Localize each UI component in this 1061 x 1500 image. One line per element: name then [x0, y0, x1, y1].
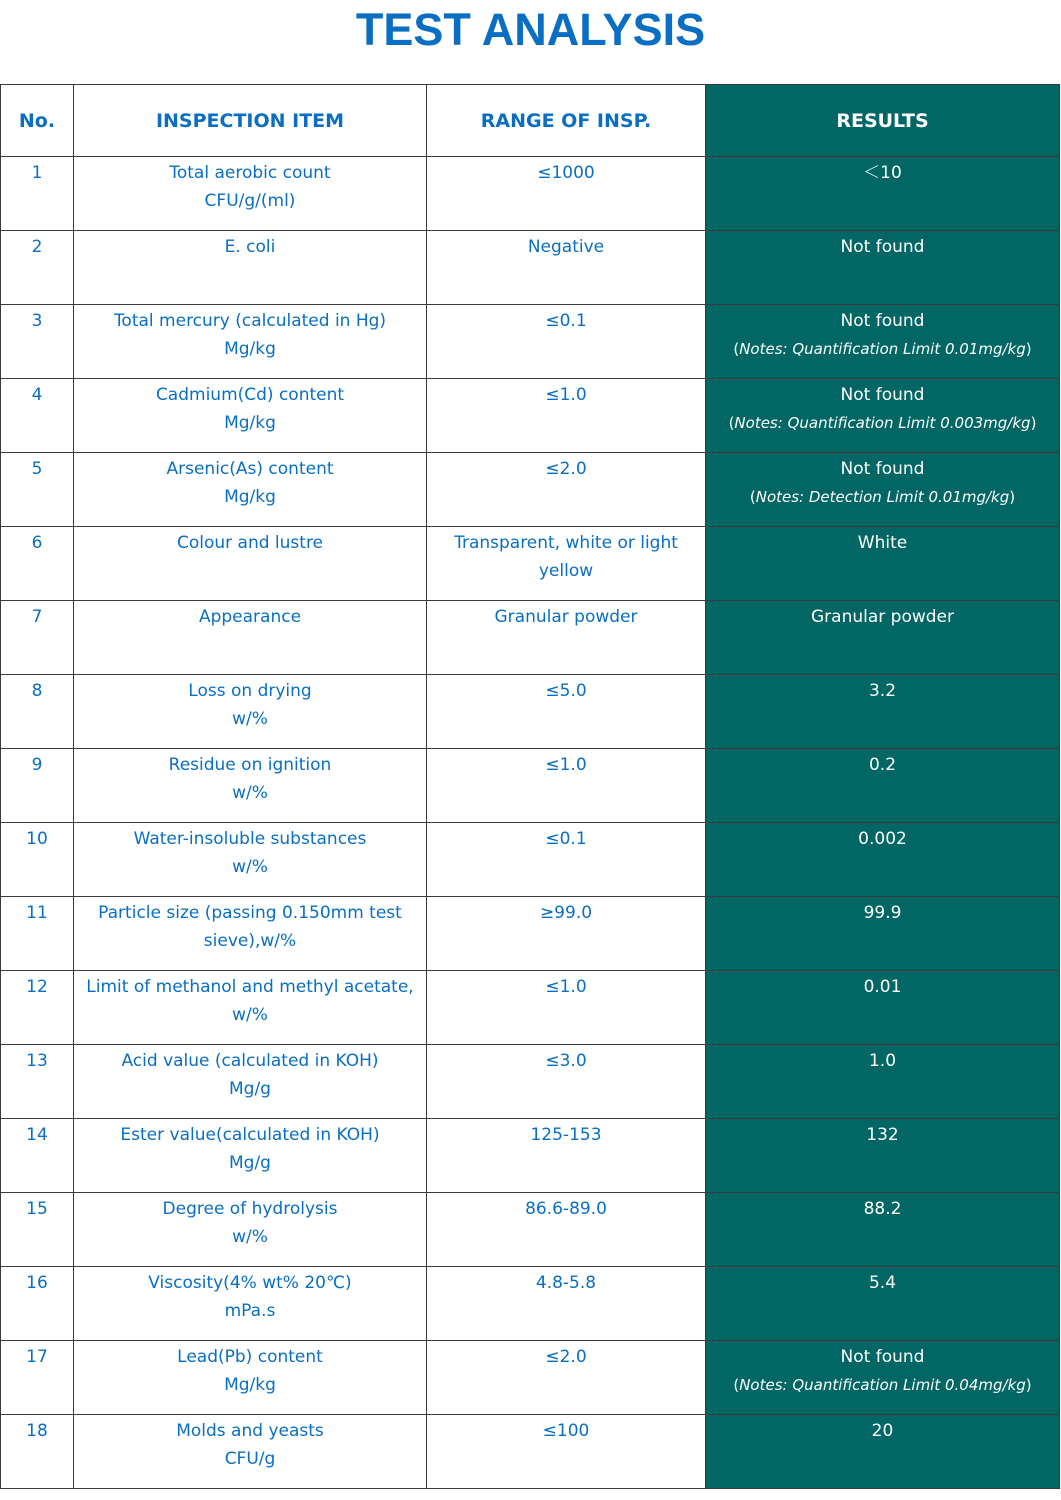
cell-inspection-item: [74, 971, 427, 1045]
note-paren-open: (: [728, 414, 735, 432]
item-unit: CFU/g/(ml): [204, 191, 296, 211]
item-name: Lead(Pb) content: [177, 1347, 323, 1367]
cell-no: [1, 379, 74, 453]
cell-no: [1, 527, 74, 601]
cell-result: [706, 971, 1060, 1045]
cell-no: [1, 231, 74, 305]
item-unit: w/%: [232, 1005, 268, 1025]
table-header-row: [1, 85, 1060, 157]
cell-no: [1, 971, 74, 1045]
cell-result: [706, 231, 1060, 305]
cell-inspection-item: [74, 1415, 427, 1489]
cell-range: [427, 823, 706, 897]
range-value: Transparent, white or light: [454, 533, 678, 553]
cell-range: [427, 379, 706, 453]
result-note: [706, 409, 1059, 437]
item-name: Appearance: [198, 607, 302, 627]
range-value: Granular powder: [494, 607, 638, 627]
row-number: 7: [31, 607, 43, 627]
range-value: ≤3.0: [545, 1051, 587, 1071]
result-value: 3.2: [868, 681, 897, 701]
row-number: 11: [26, 903, 48, 923]
cell-result: [706, 1193, 1060, 1267]
item-unit: w/%: [232, 783, 268, 803]
table-row: [1, 157, 1060, 231]
result-value: 132: [866, 1125, 899, 1145]
result-value: 1.0: [868, 1051, 897, 1071]
row-number: 6: [31, 533, 43, 553]
item-unit: Mg/kg: [224, 339, 276, 359]
item-name: Cadmium(Cd) content: [155, 385, 345, 405]
cell-result: [706, 1341, 1060, 1415]
range-value: Negative: [527, 237, 605, 257]
range-value: ≤1.0: [545, 385, 587, 405]
item-unit: Mg/kg: [224, 1375, 276, 1395]
cell-inspection-item: [74, 1119, 427, 1193]
result-note: [706, 1371, 1059, 1399]
header-no: No.: [1, 85, 74, 157]
header-range: RANGE OF INSP.: [427, 85, 706, 157]
row-number: 2: [31, 237, 43, 257]
cell-inspection-item: [74, 527, 427, 601]
item-name: E. coli: [224, 237, 276, 257]
table-row: [1, 1119, 1060, 1193]
item-name: Acid value (calculated in KOH): [121, 1051, 379, 1071]
cell-range: [427, 971, 706, 1045]
cell-result: [706, 897, 1060, 971]
result-value: Not found: [840, 311, 925, 331]
cell-range: [427, 1045, 706, 1119]
cell-inspection-item: [74, 1267, 427, 1341]
cell-result: [706, 749, 1060, 823]
item-name: Particle size (passing 0.150mm test: [98, 903, 402, 923]
note-paren-close: ): [1030, 414, 1037, 432]
item-unit: sieve),w/%: [203, 931, 297, 951]
table-row: [1, 379, 1060, 453]
cell-range: [427, 1193, 706, 1267]
cell-no: [1, 823, 74, 897]
note-paren-open: (: [733, 1376, 740, 1394]
result-value: 99.9: [863, 903, 902, 923]
table-row: [1, 1045, 1060, 1119]
range-value: ≤2.0: [545, 459, 587, 479]
cell-result: [706, 453, 1060, 527]
row-number: 13: [26, 1051, 48, 1071]
cell-result: [706, 675, 1060, 749]
cell-inspection-item: [74, 157, 427, 231]
item-name: Residue on ignition: [168, 755, 332, 775]
table-row: [1, 527, 1060, 601]
item-name: Colour and lustre: [176, 533, 324, 553]
item-name: Degree of hydrolysis: [162, 1199, 338, 1219]
table-row: [1, 231, 1060, 305]
cell-inspection-item: [74, 601, 427, 675]
result-value: 20: [871, 1421, 894, 1441]
cell-no: [1, 749, 74, 823]
cell-result: [706, 1045, 1060, 1119]
row-number: 5: [31, 459, 43, 479]
cell-range: [427, 157, 706, 231]
page-title: TEST ANALYSIS: [355, 4, 706, 55]
cell-inspection-item: [74, 1045, 427, 1119]
range-value: ≤1.0: [545, 977, 587, 997]
item-name: Water-insoluble substances: [133, 829, 367, 849]
cell-result: [706, 157, 1060, 231]
item-unit: w/%: [232, 857, 268, 877]
table-row: [1, 971, 1060, 1045]
item-unit: Mg/g: [229, 1153, 271, 1173]
item-name: Molds and yeasts: [176, 1421, 324, 1441]
note-paren-close: ): [1009, 488, 1016, 506]
row-number: 4: [31, 385, 43, 405]
row-number: 18: [26, 1421, 48, 1441]
cell-result: [706, 379, 1060, 453]
row-number: 17: [26, 1347, 48, 1367]
cell-range: [427, 453, 706, 527]
row-number: 9: [31, 755, 43, 775]
cell-result: [706, 1267, 1060, 1341]
result-note: [706, 483, 1059, 511]
result-value: Not found: [840, 385, 925, 405]
cell-inspection-item: [74, 1193, 427, 1267]
cell-no: [1, 1045, 74, 1119]
cell-inspection-item: [74, 231, 427, 305]
note-paren-close: ): [1025, 1376, 1032, 1394]
range-value: ≤1000: [537, 163, 595, 183]
cell-result: [706, 1119, 1060, 1193]
cell-result: [706, 527, 1060, 601]
cell-range: [427, 749, 706, 823]
cell-range: [427, 1341, 706, 1415]
cell-range: [427, 1415, 706, 1489]
cell-range: [427, 601, 706, 675]
row-number: 14: [26, 1125, 48, 1145]
cell-inspection-item: [74, 749, 427, 823]
note-text: Notes: Quantification Limit 0.01mg/kg: [739, 340, 1026, 358]
result-value: White: [857, 533, 908, 553]
result-value: Not found: [840, 237, 925, 257]
range-value: ≥99.0: [539, 903, 593, 923]
note-text: Notes: Detection Limit 0.01mg/kg: [755, 488, 1010, 506]
item-unit: Mg/kg: [224, 413, 276, 433]
item-name: Arsenic(As) content: [166, 459, 334, 479]
table-row: [1, 305, 1060, 379]
header-results: RESULTS: [706, 85, 1060, 157]
range-value: ≤1.0: [545, 755, 587, 775]
cell-range: [427, 1267, 706, 1341]
range-value: ≤100: [542, 1421, 590, 1441]
table-row: [1, 1415, 1060, 1489]
result-value: 0.2: [868, 755, 897, 775]
cell-no: [1, 453, 74, 527]
cell-result: [706, 601, 1060, 675]
row-number: 1: [31, 163, 43, 183]
header-inspection-item: INSPECTION ITEM: [74, 85, 427, 157]
cell-result: [706, 305, 1060, 379]
item-name: Ester value(calculated in KOH): [120, 1125, 380, 1145]
item-unit: w/%: [232, 1227, 268, 1247]
item-unit: Mg/kg: [224, 487, 276, 507]
item-name: Loss on drying: [188, 681, 312, 701]
result-value: 0.01: [863, 977, 902, 997]
cell-range: [427, 305, 706, 379]
cell-no: [1, 601, 74, 675]
table-row: [1, 601, 1060, 675]
cell-no: [1, 1119, 74, 1193]
result-value: 0.002: [858, 829, 907, 849]
result-value: Granular powder: [811, 607, 954, 627]
cell-inspection-item: [74, 823, 427, 897]
cell-inspection-item: [74, 897, 427, 971]
table-row: [1, 1341, 1060, 1415]
cell-inspection-item: [74, 675, 427, 749]
cell-no: [1, 675, 74, 749]
range-value: 4.8-5.8: [535, 1273, 597, 1293]
item-name: Total mercury (calculated in Hg): [113, 311, 387, 331]
result-value: 5.4: [868, 1273, 897, 1293]
cell-no: [1, 1341, 74, 1415]
row-number: 15: [26, 1199, 48, 1219]
range-value: ≤5.0: [545, 681, 587, 701]
cell-no: [1, 157, 74, 231]
cell-no: [1, 1415, 74, 1489]
table-row: [1, 897, 1060, 971]
item-name: Viscosity(4% wt% 20℃): [148, 1273, 352, 1293]
row-number: 8: [31, 681, 43, 701]
result-value: Not found: [840, 1347, 925, 1367]
cell-range: [427, 675, 706, 749]
cell-no: [1, 1193, 74, 1267]
range-value: 86.6-89.0: [525, 1199, 607, 1219]
range-value: ≤0.1: [545, 311, 587, 331]
cell-result: [706, 1415, 1060, 1489]
table-row: [1, 749, 1060, 823]
row-number: 16: [26, 1273, 48, 1293]
cell-range: [427, 231, 706, 305]
row-number: 3: [31, 311, 43, 331]
note-paren-open: (: [749, 488, 756, 506]
range-value-cont: yellow: [538, 561, 594, 581]
table-row: [1, 1193, 1060, 1267]
table-row: [1, 453, 1060, 527]
cell-no: [1, 305, 74, 379]
cell-inspection-item: [74, 379, 427, 453]
result-note: [706, 335, 1059, 363]
row-number: 12: [26, 977, 48, 997]
result-value: 88.2: [863, 1199, 902, 1219]
cell-no: [1, 897, 74, 971]
note-text: Notes: Quantification Limit 0.04mg/kg: [739, 1376, 1026, 1394]
item-name: Total aerobic count: [169, 163, 331, 183]
result-value: Not found: [840, 459, 925, 479]
cell-range: [427, 1119, 706, 1193]
item-unit: w/%: [232, 709, 268, 729]
range-value: ≤2.0: [545, 1347, 587, 1367]
table-row: [1, 675, 1060, 749]
item-unit: CFU/g: [224, 1449, 276, 1469]
cell-range: [427, 527, 706, 601]
item-name: Limit of methanol and methyl acetate,: [86, 977, 414, 997]
cell-result: [706, 823, 1060, 897]
note-paren-close: ): [1025, 340, 1032, 358]
table-row: [1, 823, 1060, 897]
row-number: 10: [26, 829, 48, 849]
cell-range: [427, 897, 706, 971]
cell-inspection-item: [74, 453, 427, 527]
cell-inspection-item: [74, 305, 427, 379]
test-analysis-table: [0, 84, 1060, 1489]
result-value: ＜10: [863, 163, 902, 183]
table-row: [1, 1267, 1060, 1341]
cell-no: [1, 1267, 74, 1341]
note-text: Notes: Quantification Limit 0.003mg/kg: [734, 414, 1031, 432]
item-unit: mPa.s: [224, 1301, 276, 1321]
note-paren-open: (: [733, 340, 740, 358]
range-value: 125-153: [530, 1125, 602, 1145]
cell-inspection-item: [74, 1341, 427, 1415]
item-unit: Mg/g: [229, 1079, 271, 1099]
range-value: ≤0.1: [545, 829, 587, 849]
